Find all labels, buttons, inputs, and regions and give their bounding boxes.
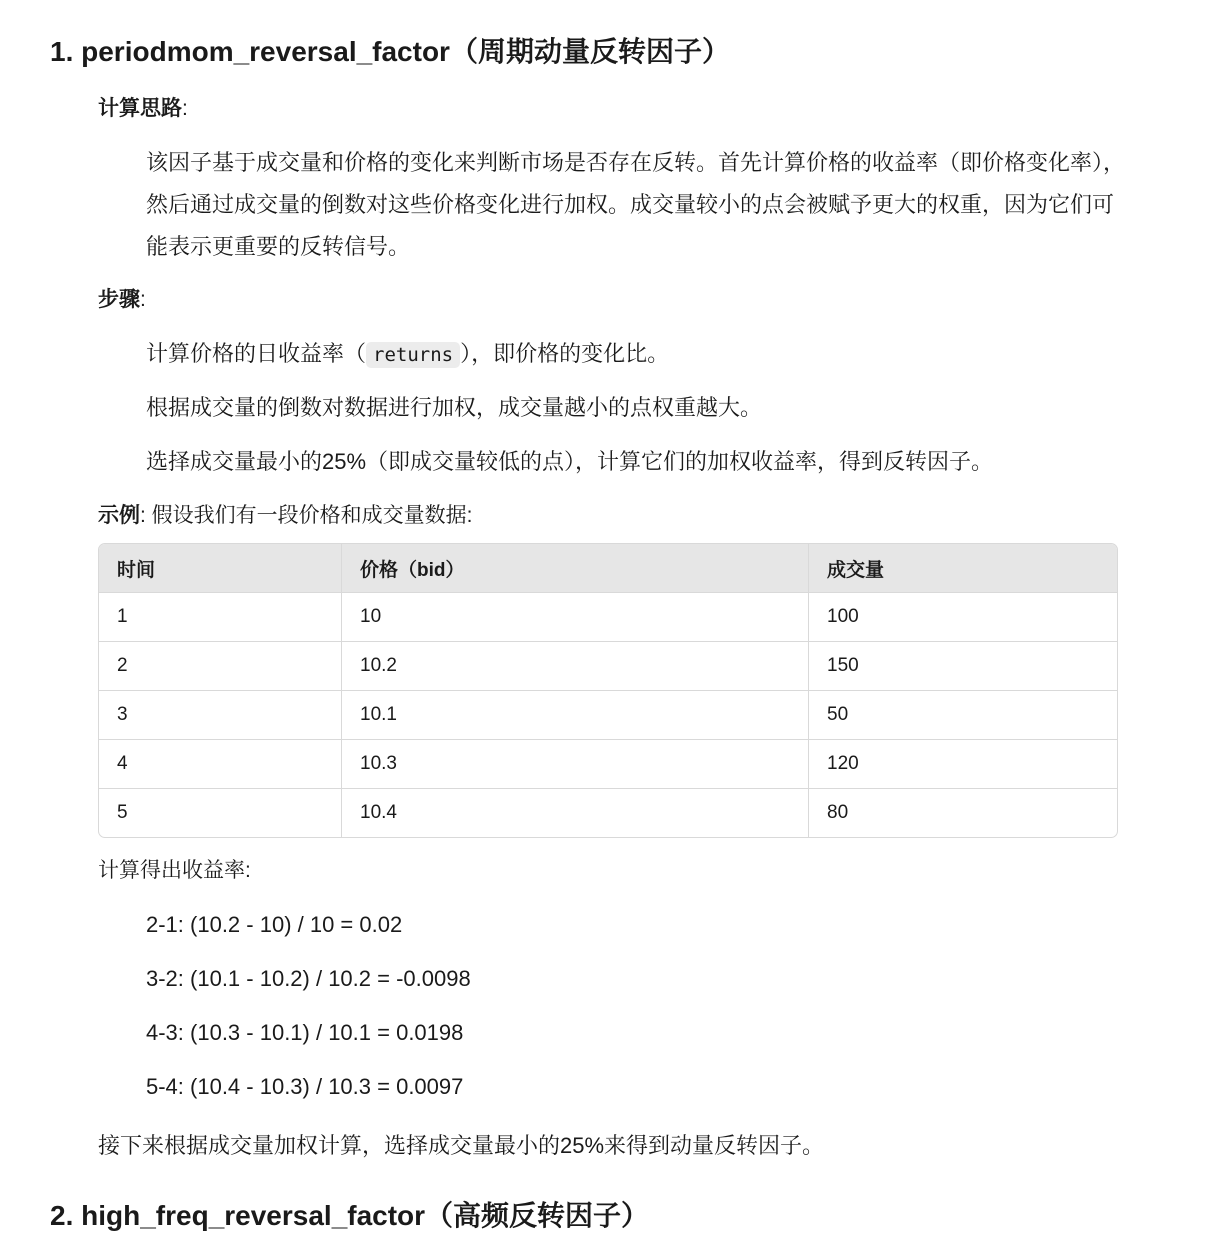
section-2-heading: 2. high_freq_reversal_factor（高频反转因子） — [50, 1200, 650, 1231]
table-row — [99, 789, 1117, 837]
step-2: 根据成交量的倒数对数据进行加权，成交量越小的点权重越大。 — [146, 395, 763, 420]
table-row — [99, 642, 1117, 691]
table-row — [99, 593, 1117, 642]
conclusion-text: 接下来根据成交量加权计算，选择成交量最小的25%来得到动量反转因子。 — [98, 1133, 825, 1158]
cell-time: 5 — [99, 789, 342, 837]
example-line — [98, 501, 473, 531]
cell-price: 10.4 — [342, 789, 809, 837]
steps-label: 步骤 — [98, 288, 140, 311]
cell-volume: 120 — [809, 740, 1117, 789]
table-row — [99, 740, 1117, 789]
step-3: 选择成交量最小的25%（即成交量较低的点），计算它们的加权收益率，得到反转因子。 — [146, 449, 994, 474]
header-price: 价格（bid） — [342, 544, 809, 593]
steps-label-line — [98, 285, 146, 315]
table-row — [99, 691, 1117, 740]
cell-time: 2 — [99, 642, 342, 691]
cell-time: 3 — [99, 691, 342, 740]
example-label: 示例 — [98, 504, 140, 527]
cell-time: 4 — [99, 740, 342, 789]
steps-colon: : — [140, 288, 146, 311]
section-1-heading: 1. periodmom_reversal_factor（周期动量反转因子） — [50, 36, 730, 67]
returns-code: returns — [366, 342, 460, 368]
table-header-row — [99, 544, 1117, 593]
idea-paragraph: 该因子基于成交量和价格的变化来判断市场是否存在反转。首先计算价格的收益率（即价格变化率），然后通过成交量的倒数对这些价格变化进行加权。成交量较小的点会被赋予更大的权重，因为它们可能表示更重要的反转信号。 — [146, 150, 1126, 259]
return-calc-4-3: 4-3: (10.3 - 10.1) / 10.1 = 0.0198 — [146, 1020, 464, 1045]
cell-volume: 50 — [809, 691, 1117, 740]
price-volume-table — [98, 543, 1118, 838]
return-calc-3-2: 3-2: (10.1 - 10.2) / 10.2 = -0.0098 — [146, 966, 471, 991]
step-1 — [146, 338, 669, 371]
cell-volume: 100 — [809, 593, 1117, 642]
cell-volume: 80 — [827, 802, 849, 823]
cell-price: 10 — [342, 593, 809, 642]
cell-volume: 150 — [809, 642, 1117, 691]
cell-price: 10.1 — [342, 691, 809, 740]
cell-time: 1 — [99, 593, 342, 642]
cell-price: 10.2 — [342, 642, 809, 691]
idea-label: 计算思路 — [98, 97, 182, 120]
return-calc-2-1: 2-1: (10.2 - 10) / 10 = 0.02 — [146, 912, 403, 937]
returns-label: 计算得出收益率: — [98, 859, 251, 882]
idea-label-line — [98, 94, 188, 124]
cell-price: 10.3 — [342, 740, 809, 789]
step-1-text-after: ），即价格的变化比。 — [460, 341, 670, 366]
header-volume: 成交量 — [809, 544, 1117, 593]
example-text: : 假设我们有一段价格和成交量数据: — [140, 504, 473, 527]
header-time: 时间 — [99, 544, 342, 593]
step-1-text-before: 计算价格的日收益率（ — [146, 341, 367, 366]
idea-colon: : — [182, 97, 188, 120]
return-calc-5-4: 5-4: (10.4 - 10.3) / 10.3 = 0.0097 — [146, 1074, 464, 1099]
